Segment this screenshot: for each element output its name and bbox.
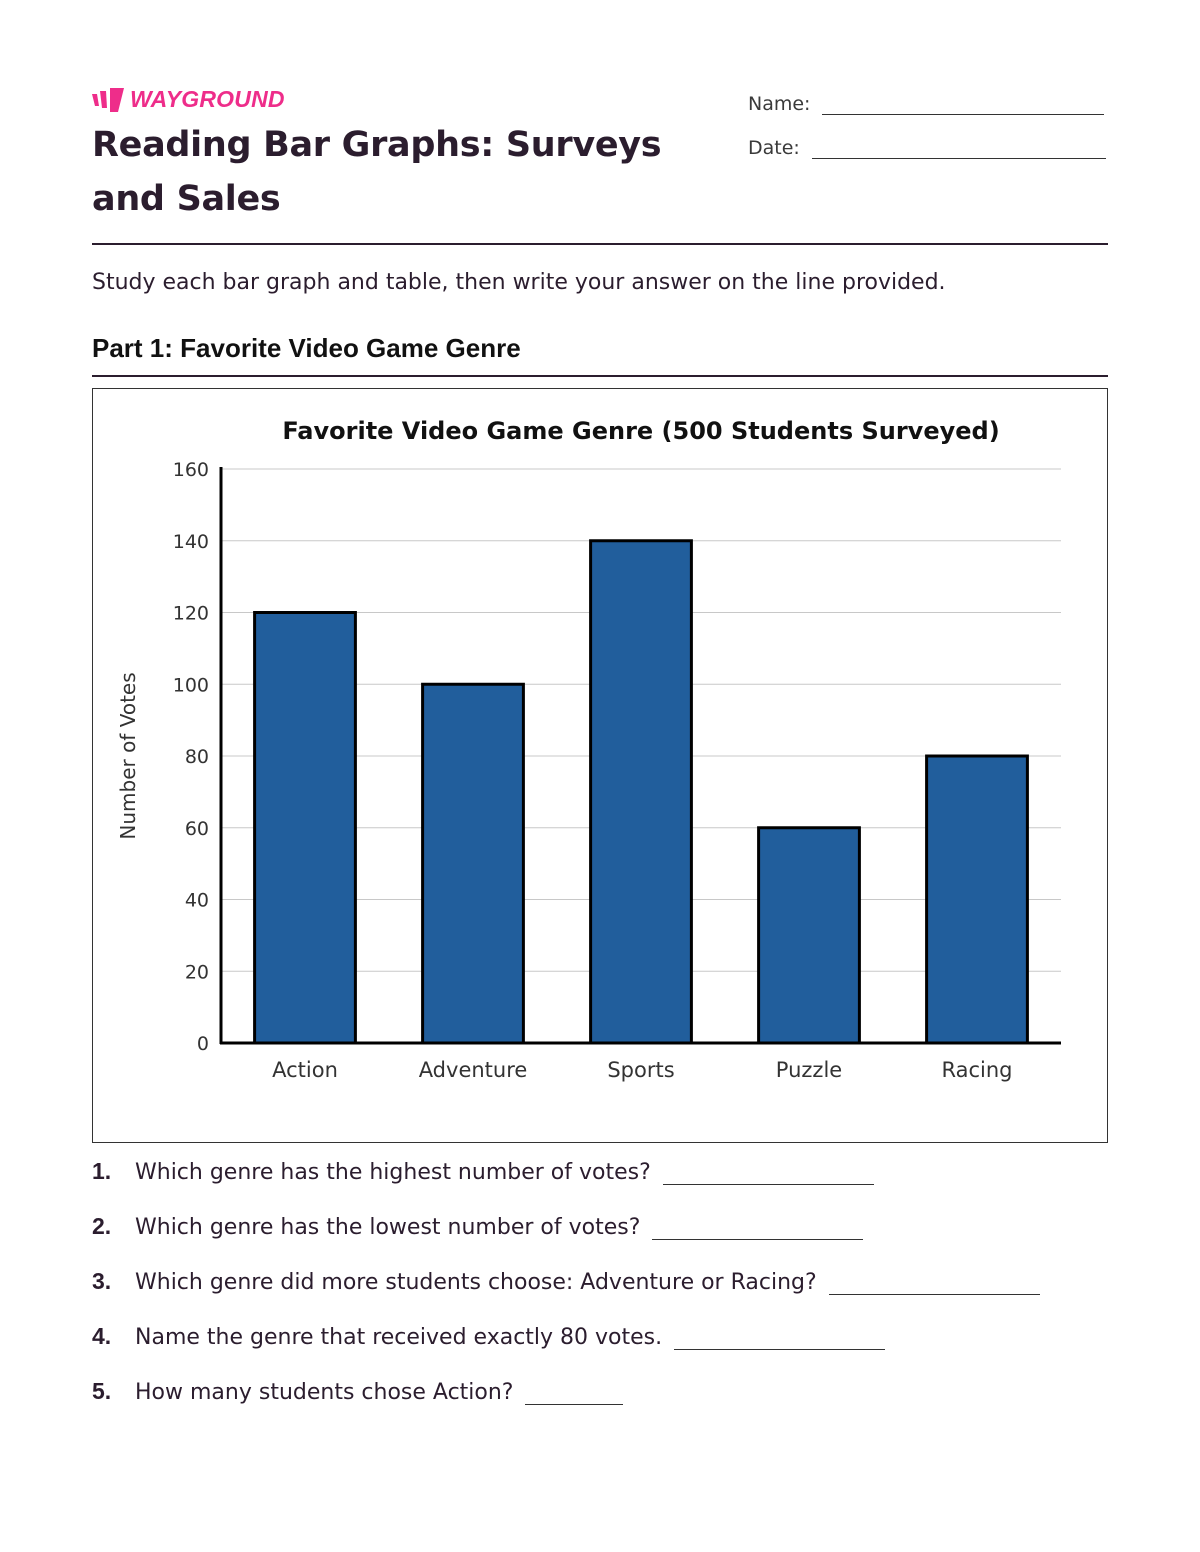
x-category-label: Racing xyxy=(941,1058,1013,1082)
chart-bars xyxy=(255,541,1028,1043)
name-label: Name: xyxy=(748,93,811,115)
question-4 xyxy=(92,1323,885,1350)
chart-title: Favorite Video Game Genre (500 Students Surveyed) xyxy=(282,417,1000,445)
question-text: How many students chose Action? xyxy=(135,1380,514,1405)
name-answer-line[interactable] xyxy=(822,90,1104,115)
brand-name: WAYGROUND xyxy=(130,86,285,112)
answer-line[interactable] xyxy=(674,1325,885,1350)
y-tick-label: 160 xyxy=(172,459,209,481)
brand-logo xyxy=(92,86,285,113)
question-number: 3. xyxy=(92,1268,112,1294)
bar-sports xyxy=(591,541,692,1043)
name-field xyxy=(748,90,1104,115)
x-category-labels xyxy=(272,1058,1012,1082)
answer-line[interactable] xyxy=(525,1380,623,1405)
y-tick-label: 120 xyxy=(172,602,209,625)
question-number: 1. xyxy=(92,1158,112,1184)
y-tick-label: 0 xyxy=(196,1033,209,1055)
y-tick-labels xyxy=(173,459,209,1055)
instructions: Study each bar graph and table, then write your answer on the line provided. xyxy=(92,270,946,295)
date-field xyxy=(748,134,1106,159)
question-3 xyxy=(92,1268,1040,1295)
question-number: 5. xyxy=(92,1378,112,1404)
x-category-label: Sports xyxy=(607,1058,675,1082)
chart-frame xyxy=(92,388,1108,1143)
question-text: Which genre has the highest number of votes? xyxy=(135,1160,651,1185)
answer-line[interactable] xyxy=(663,1160,874,1185)
question-5 xyxy=(92,1378,623,1405)
question-text: Which genre has the lowest number of votes? xyxy=(135,1215,641,1240)
y-tick-label: 20 xyxy=(184,961,209,984)
y-tick-label: 100 xyxy=(172,674,209,697)
x-category-label: Puzzle xyxy=(775,1058,843,1082)
x-category-label: Action xyxy=(272,1058,338,1082)
part1-divider xyxy=(92,375,1108,377)
page-title: Reading Bar Graphs: Surveys and Sales xyxy=(92,125,662,219)
question-number: 2. xyxy=(92,1213,112,1239)
date-label: Date: xyxy=(748,137,800,159)
y-tick-label: 60 xyxy=(184,817,209,840)
wayground-logo-icon xyxy=(92,88,124,112)
header-divider xyxy=(92,243,1108,245)
bar-adventure xyxy=(423,684,524,1043)
y-tick-label: 40 xyxy=(184,889,209,912)
answer-line[interactable] xyxy=(652,1215,863,1240)
y-tick-label: 80 xyxy=(184,746,209,768)
question-1 xyxy=(92,1158,874,1185)
x-category-label: Adventure xyxy=(418,1058,528,1082)
date-answer-line[interactable] xyxy=(812,134,1106,159)
answer-line[interactable] xyxy=(829,1270,1040,1295)
question-2 xyxy=(92,1213,863,1240)
question-text: Which genre did more students choose: Adventure or Racing? xyxy=(135,1270,817,1295)
bar-chart xyxy=(93,389,1107,1142)
question-text: Name the genre that received exactly 80 votes. xyxy=(135,1325,663,1350)
question-number: 4. xyxy=(92,1323,112,1349)
bar-puzzle xyxy=(759,828,860,1043)
part1-title: Part 1: Favorite Video Game Genre xyxy=(92,333,521,363)
y-tick-label: 140 xyxy=(172,530,209,553)
bar-racing xyxy=(927,756,1028,1043)
y-axis-label: Number of Votes xyxy=(116,672,140,840)
bar-action xyxy=(255,613,356,1044)
